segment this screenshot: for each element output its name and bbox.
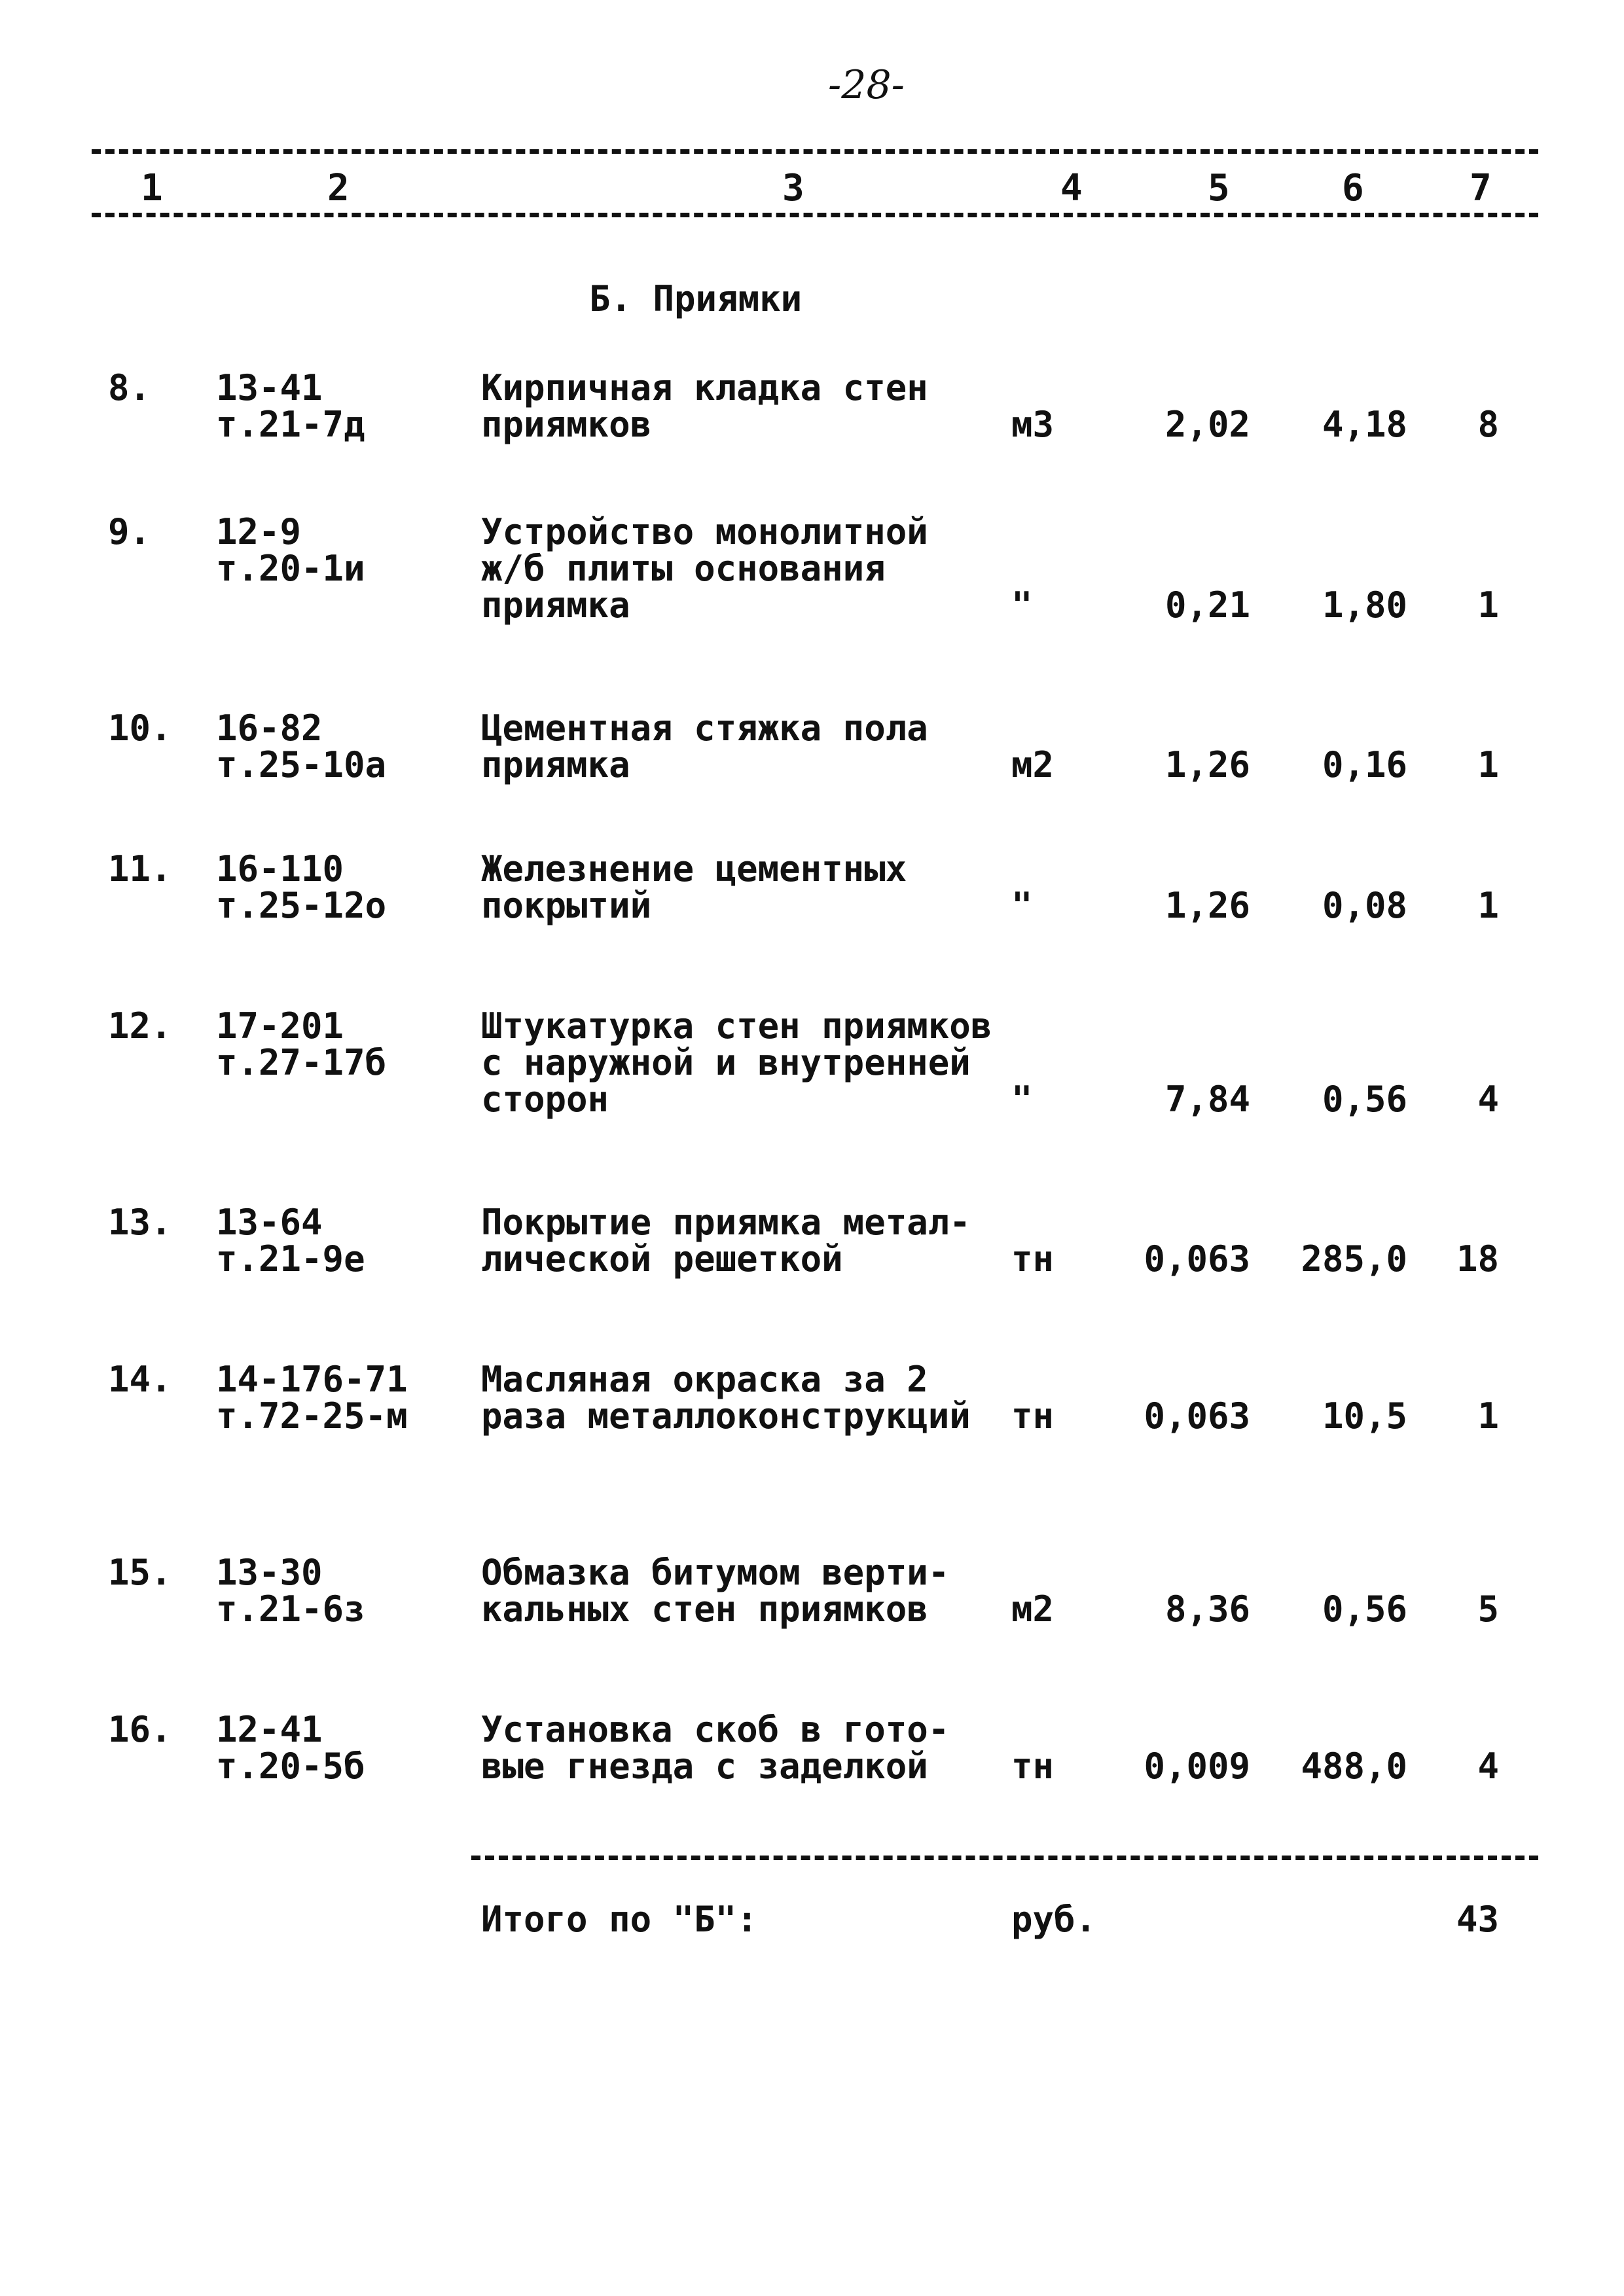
column-header-7: 7 bbox=[1470, 167, 1492, 209]
quantity: 0,21 bbox=[1164, 584, 1250, 626]
work-description: Железнение цементных покрытий bbox=[481, 848, 907, 926]
row-number: 11. bbox=[108, 848, 172, 889]
column-header-2: 2 bbox=[327, 167, 350, 209]
row-total: 5 bbox=[1477, 1588, 1499, 1630]
row-total: 4 bbox=[1477, 1079, 1499, 1120]
quantity: 1,26 bbox=[1164, 744, 1250, 785]
column-header-1: 1 bbox=[141, 167, 163, 209]
row-number: 13. bbox=[108, 1202, 172, 1243]
unit: тн bbox=[1011, 1746, 1055, 1787]
unit: тн bbox=[1011, 1395, 1055, 1437]
summary-label: Итого по "Б": bbox=[481, 1899, 758, 1940]
unit: м2 bbox=[1011, 1588, 1055, 1630]
unit-price: 0,16 bbox=[1322, 744, 1407, 785]
column-header-5: 5 bbox=[1208, 167, 1230, 209]
quantity: 0,063 bbox=[1144, 1395, 1250, 1437]
unit-price: 285,0 bbox=[1301, 1238, 1407, 1280]
row-total: 1 bbox=[1477, 885, 1499, 926]
row-total: 4 bbox=[1477, 1746, 1499, 1787]
work-description: Цементная стяжка пола приямка bbox=[481, 708, 928, 785]
summary-rule bbox=[471, 1856, 1538, 1860]
work-description: Обмазка битумом верти- кальных стен приямков bbox=[481, 1552, 950, 1630]
work-description: Штукатурка стен приямков с наружной и внутренней сторон bbox=[481, 1005, 992, 1120]
work-description: Установка скоб в гото- вые гнезда с заделкой bbox=[481, 1709, 950, 1787]
quantity: 7,84 bbox=[1164, 1079, 1250, 1120]
row-total: 1 bbox=[1477, 744, 1499, 785]
rate-code: 13-41 т.21-7д bbox=[216, 367, 365, 445]
unit-price: 10,5 bbox=[1322, 1395, 1407, 1437]
work-description: Покрытие приямка метал- лической решеткой bbox=[481, 1202, 971, 1280]
quantity: 0,063 bbox=[1144, 1238, 1250, 1280]
rate-code: 16-110 т.25-12о bbox=[216, 848, 387, 926]
row-number: 8. bbox=[108, 367, 151, 408]
unit-price: 0,56 bbox=[1322, 1079, 1407, 1120]
row-total: 8 bbox=[1477, 404, 1499, 445]
rate-code: 14-176-71 т.72-25-м bbox=[216, 1359, 408, 1437]
rate-code: 16-82 т.25-10а bbox=[216, 708, 387, 785]
row-number: 16. bbox=[108, 1709, 172, 1750]
rate-code: 13-30 т.21-6з bbox=[216, 1552, 365, 1630]
unit-price: 0,56 bbox=[1322, 1588, 1407, 1630]
unit-price: 4,18 bbox=[1322, 404, 1407, 445]
quantity: 2,02 bbox=[1164, 404, 1250, 445]
summary-unit: руб. bbox=[1011, 1899, 1097, 1940]
row-number: 10. bbox=[108, 708, 172, 749]
unit: м3 bbox=[1011, 404, 1055, 445]
section-title: Б. Приямки bbox=[589, 278, 803, 319]
quantity: 1,26 bbox=[1164, 885, 1250, 926]
column-header-3: 3 bbox=[782, 167, 804, 209]
column-header-6: 6 bbox=[1342, 167, 1364, 209]
unit-price: 0,08 bbox=[1322, 885, 1407, 926]
quantity: 8,36 bbox=[1164, 1588, 1250, 1630]
unit-price: 488,0 bbox=[1301, 1746, 1407, 1787]
row-number: 14. bbox=[108, 1359, 172, 1400]
unit-price: 1,80 bbox=[1322, 584, 1407, 626]
row-number: 12. bbox=[108, 1005, 172, 1047]
work-description: Масляная окраска за 2 раза металлоконструкций bbox=[481, 1359, 971, 1437]
page-number: -28- bbox=[828, 62, 905, 108]
row-total: 18 bbox=[1456, 1238, 1499, 1280]
rate-code: 12-9 т.20-1и bbox=[216, 511, 365, 589]
rate-code: 13-64 т.21-9е bbox=[216, 1202, 365, 1280]
row-total: 1 bbox=[1477, 1395, 1499, 1437]
unit: тн bbox=[1011, 1238, 1055, 1280]
unit: " bbox=[1011, 885, 1033, 926]
header-bottom-rule bbox=[92, 213, 1538, 217]
work-description: Кирпичная кладка стен приямков bbox=[481, 367, 928, 445]
row-number: 9. bbox=[108, 511, 151, 552]
unit: " bbox=[1011, 1079, 1033, 1120]
row-number: 15. bbox=[108, 1552, 172, 1593]
unit: " bbox=[1011, 584, 1033, 626]
quantity: 0,009 bbox=[1144, 1746, 1250, 1787]
work-description: Устройство монолитной ж/б плиты основания приямка bbox=[481, 511, 928, 626]
rate-code: 17-201 т.27-17б bbox=[216, 1005, 387, 1083]
row-total: 1 bbox=[1477, 584, 1499, 626]
summary-total: 43 bbox=[1456, 1899, 1499, 1940]
header-top-rule bbox=[92, 149, 1538, 154]
column-header-4: 4 bbox=[1060, 167, 1083, 209]
unit: м2 bbox=[1011, 744, 1055, 785]
rate-code: 12-41 т.20-5б bbox=[216, 1709, 365, 1787]
